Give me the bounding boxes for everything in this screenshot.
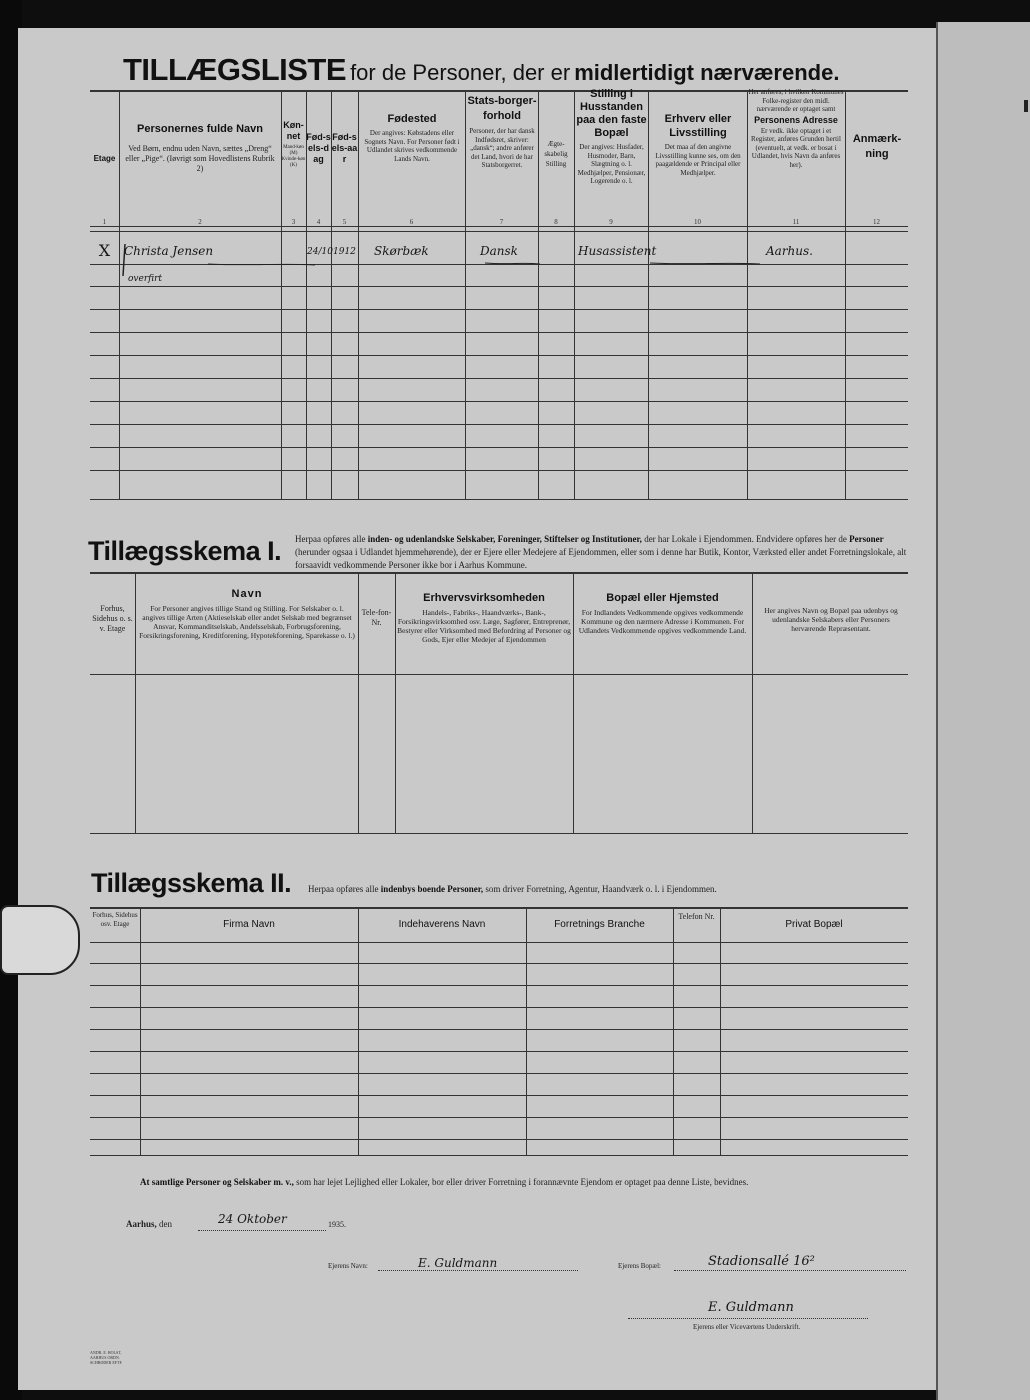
- skema1-col-representative: Her angives Navn og Bopæl paa udenbys og udenlandske Selskabers eller Personers herværende Repræsentant.: [764, 606, 898, 633]
- skema1-col-etage: Forhus, Sidehus o. s. v. Etage: [92, 604, 133, 633]
- document-page: [18, 28, 936, 1390]
- col-num: 7: [499, 218, 504, 226]
- skema2-col-branch: Forretnings Branche: [554, 919, 645, 930]
- col-header-occupation: Erhverv eller Livsstilling Det maa af den angivne Livsstilling kunne ses, om den paagældende er Principal eller Medhjælper.: [655, 113, 741, 177]
- col-header-remark: Anmærk-ning: [852, 133, 902, 160]
- owner-address-handwritten: Stadionsallé 16²: [708, 1254, 815, 1269]
- signature: E. Guldmann: [708, 1300, 794, 1315]
- skema2-col-owner: Indehaverens Navn: [398, 919, 486, 930]
- entry-address: Aarhus.: [766, 244, 813, 258]
- col-header-name: Personernes fulde Navn Ved Børn, endnu uden Navn, sættes „Dreng“ eller „Pige“. (Iøvrigt som Hovedlistens Rubrik 2): [125, 123, 275, 173]
- col-header-birthplace: Fødested Der angives: Købstadens eller Sognets Navn. For Personer født i Udlandet skrives vedkommende Lands Navn.: [364, 113, 460, 163]
- attestation-text: At samtlige Personer og Selskaber m. v., som har lejet Lejlighed eller Lokaler, bor eller driver Forretning i forannævnte Ejendom er optaget paa denne Liste, bevidnes.: [140, 1177, 749, 1187]
- col-num: 1: [102, 218, 107, 226]
- col-num: 4: [316, 218, 321, 226]
- printer-note: ANDR. E. HOLST, AARHUS ORDN. SCHRØDER EFTF.: [90, 1350, 123, 1365]
- col-num: 11: [792, 218, 800, 226]
- col-num: 3: [291, 218, 296, 226]
- date-handwritten: 24 Oktober: [218, 1212, 287, 1226]
- skema1-col-business: Erhvervsvirksomheden Handels-, Fabriks-, Haandværks-, Bank-, Forsikringsvirksomhed osv. Læge, Sagfører, Entreprenør, Bestyrer eller Virksomhed med Befordring af Personer og Gods, Ejer eller Medejer af Ejendommen: [397, 592, 571, 644]
- place-label: Aarhus, den: [126, 1219, 173, 1229]
- main-title: TILLÆGSLISTE for de Personer, der er midlertidigt nærværende.: [123, 52, 840, 87]
- col-num: 8: [554, 218, 558, 226]
- entry-name-note: overfirt: [128, 274, 163, 284]
- entry-citizenship: Dansk: [480, 244, 518, 258]
- adjacent-page: [936, 22, 1030, 1400]
- col-header-citizenship: Stats-borger-forhold Personer, der har dansk Indfødsret, skriver: „dansk“; andre anfører det Land, hvori de har Statsborgerret.: [467, 95, 537, 169]
- entry-etage: X: [98, 241, 111, 260]
- skema2-intro: Herpaa opføres alle indenbys boende Personer, som driver Forretning, Agentur, Haandværk o. l. i Ejendommen.: [308, 884, 717, 894]
- entry-household-position: Husassistent: [578, 244, 657, 258]
- col-header-birthday: Fød-sels-dag: [306, 132, 331, 164]
- signature-label: Ejerens eller Viceværtens Underskrift.: [693, 1323, 801, 1331]
- year: 1935.: [328, 1220, 346, 1229]
- binder-clip: [0, 905, 80, 975]
- entry-underline-strokes: [90, 242, 870, 276]
- col-num: 2: [198, 218, 202, 226]
- skema1-title: Tillægsskema I.: [88, 536, 282, 566]
- skema1-col-phone: Tele-fon-Nr.: [361, 608, 392, 627]
- col-num: 5: [342, 218, 347, 226]
- col-header-marital: Ægte-skabelig Stilling: [544, 140, 568, 168]
- skema2-col-etage: Forhus, Sidehus osv. Etage: [92, 911, 138, 928]
- col-num: 6: [409, 218, 414, 226]
- col-header-birthyear: Fød-sels-aar: [331, 132, 358, 164]
- col-header-etage: Etage: [93, 154, 116, 163]
- entry-birthyear: 1912: [333, 247, 356, 257]
- col-num: 10: [694, 218, 701, 226]
- skema1-intro: Herpaa opføres alle inden- og udenlandske Selskaber, Foreninger, Stiftelser og Institutioner, der har Lokale i Ejendommen. Endvidere opføres her de Personer (herunder ogsaa i Udlandet hjemmehørende), der er Ejere eller Medejere af Ejendommen, eller som i denne har Butik, Kontor, Værksted eller andet Forretningslokale, alt forsaavidt vedkommende Personer ikke bor i Aarhus Kommune.: [295, 534, 907, 570]
- col-num: 9: [609, 218, 613, 226]
- owner-address-label: Ejerens Bopæl:: [618, 1262, 661, 1270]
- col-num: 12: [873, 218, 880, 226]
- skema2-col-firm: Firma Navn: [223, 919, 275, 930]
- skema1-col-name: Navn For Personer angives tillige Stand og Stilling. For Selskaber o. l. angives tillige Arten (Aktieselskab eller andet Selskab med begrænset Ansvar, Kommanditselskab, Andelsselskab, Forbrugsforening, Forsikringsforening, Kreditforening, Hypotekforening, Sparekasse o. l.): [139, 588, 355, 640]
- col-header-address: Her anføres, i hvilken Kommunes Folke-register den midl. nærværende er optaget samt Personens Adresse Er vedk. ikke optaget i et Register, anføres Grunden hertil (eventuelt, at vedk. er bosat i Udlandet, hvis Navn da anføres her).: [748, 88, 844, 169]
- skema2-title: Tillægsskema II.: [91, 868, 292, 898]
- skema2-col-private-address: Privat Bopæl: [785, 919, 843, 930]
- col-header-gender: Køn-net Mand-køn (M) Kvinde-køn (K): [281, 120, 306, 168]
- entry-name: Christa Jensen: [124, 244, 214, 258]
- col-header-household: Stilling i Husstanden paa den faste Bopæl Der angives: Husfader, Husmoder, Barn, Slægtning o. l. Medhjælper, Pensionær, Logerende o. l.: [576, 88, 647, 185]
- entry-birthplace: Skørbæk: [374, 244, 429, 258]
- owner-name-handwritten: E. Guldmann: [418, 1256, 498, 1270]
- skema2-col-phone: Telefon Nr.: [678, 912, 715, 921]
- owner-name-label: Ejerens Navn:: [328, 1262, 368, 1270]
- entry-birthday: 24/10: [307, 247, 333, 257]
- skema1-col-residence: Bopæl eller Hjemsted For Indlandets Vedkommende opgives vedkommende Kommune og den nærmere Adresse i Kommunen. For Udlandets Vedkommende opgives vedkommende Land.: [578, 592, 747, 635]
